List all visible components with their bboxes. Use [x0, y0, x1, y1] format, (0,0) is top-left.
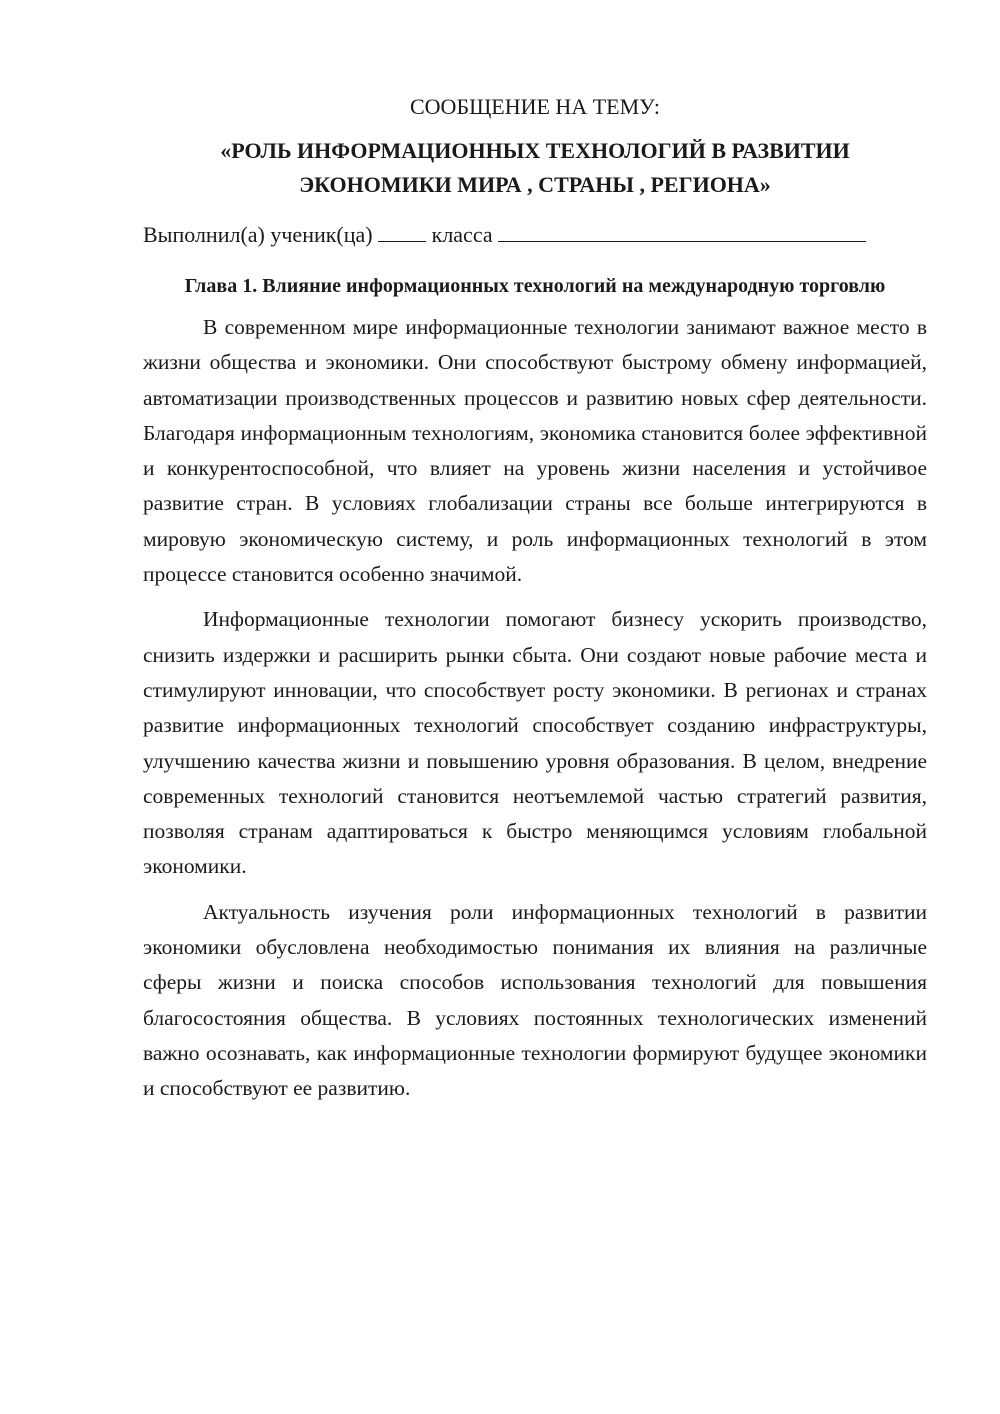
document-title: «РОЛЬ ИНФОРМАЦИОННЫХ ТЕХНОЛОГИЙ В РАЗВИТИИ ЭКОНОМИКИ МИРА , СТРАНЫ , РЕГИОНА» [220, 138, 850, 197]
paragraph-3: Актуальность изучения роли информационных технологий в развитии экономики обусловлена необходимостью понимания их влияния на различные сферы жизни и поиска способов использования технологий для повышения благосостояния общества. В условиях постоянных технологических изменений важно осознавать, как информационные технологии формируют будущее экономики и способствуют ее развитию. [143, 899, 927, 1101]
subject-line: СООБЩЕНИЕ НА ТЕМУ: [410, 94, 660, 119]
class-number-blank [378, 221, 426, 242]
student-name-blank [498, 221, 866, 242]
chapter-title: Глава 1. Влияние информационных технологий на международную торговлю [184, 275, 886, 297]
document-page [143, 92, 927, 1107]
paragraph-2: Информационные технологии помогают бизнесу ускорить производство, снизить издержки и расширить рынки сбыта. Они создают новые рабочие места и стимулируют инновации, что способствует росту экономики. В регионах и странах развитие информационных технологий способствует созданию инфраструктуры, улучшению качества жизни и повышению уровня образования. В целом, внедрение современных технологий становится неотъемлемой частью стратегий развития, позволяя странам адаптироваться к быстро меняющимся условиям глобальной экономики. [143, 607, 927, 879]
class-label: класса [431, 222, 493, 247]
paragraph-1: В современном мире информационные технологии занимают важное место в жизни общества и экономики. Они способствуют быстрому обмену информацией, автоматизации производственных процессов и развитию новых сфер деятельности. Благодаря информационным технологиям, экономика становится более эффективной и конкурентоспособной, что влияет на уровень жизни населения и устойчивое развитие стран. В условиях глобализации страны все больше интегрируются в мировую экономическую систему, и роль информационных технологий в этом процессе становится особенно значимой. [143, 315, 927, 587]
author-line [143, 220, 927, 250]
author-prefix: Выполнил(а) ученик(ца) [143, 222, 373, 247]
